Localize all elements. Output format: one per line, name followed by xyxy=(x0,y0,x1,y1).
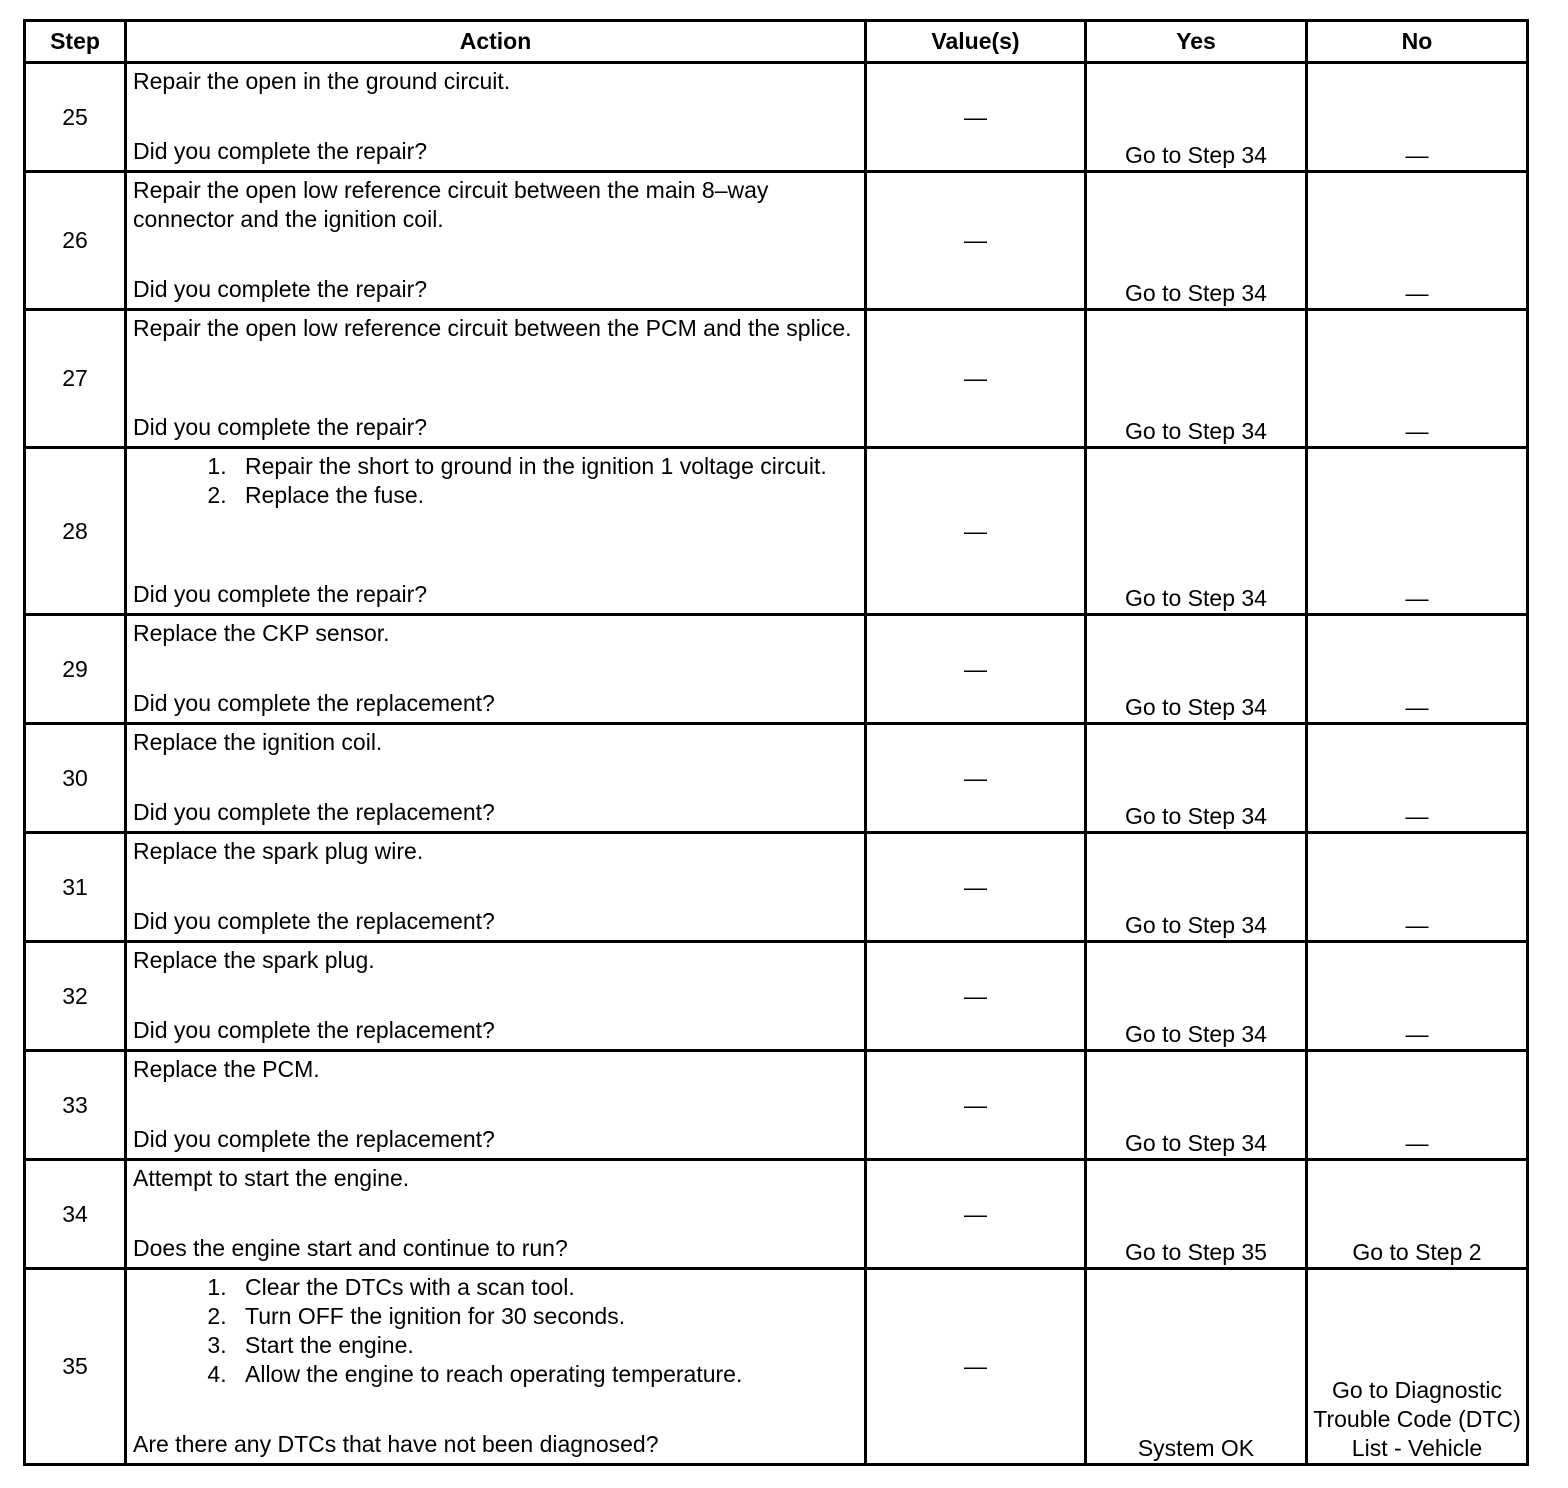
table-row xyxy=(25,615,1528,724)
yes-cell: Go to Step 34 xyxy=(1086,833,1307,942)
action-step-item: 1. Repair the short to ground in the ignition 1 voltage circuit. xyxy=(233,452,858,481)
step-number: 26 xyxy=(25,172,126,310)
step-number: 28 xyxy=(25,448,126,615)
yes-cell: Go to Step 34 xyxy=(1086,172,1307,310)
yes-cell: Go to Step 34 xyxy=(1086,310,1307,448)
yes-cell: Go to Step 34 xyxy=(1086,1051,1307,1160)
no-cell: — xyxy=(1307,724,1528,833)
no-cell: Go to Diagnostic Trouble Code (DTC) List - Vehicle xyxy=(1307,1269,1528,1465)
action-cell xyxy=(126,172,866,310)
no-cell: — xyxy=(1307,448,1528,615)
no-cell: — xyxy=(1307,942,1528,1051)
action-instructions xyxy=(133,1273,858,1389)
yes-cell: Go to Step 34 xyxy=(1086,63,1307,172)
value-cell: — xyxy=(866,448,1086,615)
no-cell: — xyxy=(1307,172,1528,310)
action-cell xyxy=(126,1051,866,1160)
action-instructions xyxy=(133,1164,858,1193)
header-action: Action xyxy=(126,21,866,63)
action-steps-list xyxy=(133,1273,858,1389)
yes-cell: System OK xyxy=(1086,1269,1307,1465)
table-row xyxy=(25,1160,1528,1269)
action-cell xyxy=(126,1160,866,1269)
action-question: Did you complete the repair? xyxy=(133,276,428,302)
yes-cell: Go to Step 35 xyxy=(1086,1160,1307,1269)
table-row xyxy=(25,1269,1528,1465)
table-row xyxy=(25,1051,1528,1160)
action-text: Repair the open low reference circuit between the main 8–way connector and the ignition coil. xyxy=(133,177,769,232)
action-text: Replace the PCM. xyxy=(133,1056,320,1082)
table-row xyxy=(25,448,1528,615)
table-row xyxy=(25,310,1528,448)
step-number: 29 xyxy=(25,615,126,724)
action-question: Did you complete the replacement? xyxy=(133,908,495,934)
action-instructions xyxy=(133,619,858,648)
step-number: 32 xyxy=(25,942,126,1051)
value-cell: — xyxy=(866,172,1086,310)
header-yes: Yes xyxy=(1086,21,1307,63)
action-text: Repair the open low reference circuit between the PCM and the splice. xyxy=(133,315,852,341)
action-text: Replace the spark plug. xyxy=(133,947,375,973)
action-text: Replace the CKP sensor. xyxy=(133,620,390,646)
action-instructions xyxy=(133,67,858,96)
action-step-item: 1. Clear the DTCs with a scan tool. xyxy=(233,1273,858,1302)
yes-cell: Go to Step 34 xyxy=(1086,448,1307,615)
action-question: Did you complete the repair? xyxy=(133,581,428,607)
action-step-item: 2. Turn OFF the ignition for 30 seconds. xyxy=(233,1302,858,1331)
action-step-item: 3. Start the engine. xyxy=(233,1331,858,1360)
action-text: Attempt to start the engine. xyxy=(133,1165,410,1191)
value-cell: — xyxy=(866,724,1086,833)
step-number: 31 xyxy=(25,833,126,942)
action-instructions xyxy=(133,728,858,757)
action-instructions xyxy=(133,452,858,510)
step-number: 30 xyxy=(25,724,126,833)
action-cell xyxy=(126,310,866,448)
diagnostic-table xyxy=(23,19,1529,1466)
action-cell xyxy=(126,63,866,172)
yes-cell: Go to Step 34 xyxy=(1086,615,1307,724)
action-text: Replace the spark plug wire. xyxy=(133,838,424,864)
no-cell: — xyxy=(1307,63,1528,172)
action-cell xyxy=(126,448,866,615)
yes-cell: Go to Step 34 xyxy=(1086,942,1307,1051)
value-cell: — xyxy=(866,1051,1086,1160)
action-instructions xyxy=(133,1055,858,1084)
action-cell xyxy=(126,833,866,942)
action-question: Did you complete the replacement? xyxy=(133,799,495,825)
no-cell: — xyxy=(1307,833,1528,942)
value-cell: — xyxy=(866,833,1086,942)
value-cell: — xyxy=(866,63,1086,172)
table-row xyxy=(25,942,1528,1051)
action-question: Does the engine start and continue to run? xyxy=(133,1235,568,1261)
step-number: 33 xyxy=(25,1051,126,1160)
value-cell: — xyxy=(866,310,1086,448)
header-row xyxy=(25,21,1528,63)
action-cell xyxy=(126,942,866,1051)
action-text: Repair the open in the ground circuit. xyxy=(133,68,511,94)
value-cell: — xyxy=(866,615,1086,724)
action-question: Did you complete the repair? xyxy=(133,414,428,440)
action-instructions xyxy=(133,946,858,975)
action-question: Did you complete the replacement? xyxy=(133,690,495,716)
action-instructions xyxy=(133,314,858,343)
action-step-item: 2. Replace the fuse. xyxy=(233,481,858,510)
no-cell: — xyxy=(1307,1051,1528,1160)
action-question: Did you complete the replacement? xyxy=(133,1126,495,1152)
action-cell xyxy=(126,615,866,724)
action-text: Replace the ignition coil. xyxy=(133,729,383,755)
action-cell xyxy=(126,1269,866,1465)
table-row xyxy=(25,172,1528,310)
action-question: Did you complete the replacement? xyxy=(133,1017,495,1043)
table-row xyxy=(25,833,1528,942)
header-values: Value(s) xyxy=(866,21,1086,63)
table-row xyxy=(25,63,1528,172)
yes-cell: Go to Step 34 xyxy=(1086,724,1307,833)
action-instructions xyxy=(133,176,858,234)
action-step-item: 4. Allow the engine to reach operating temperature. xyxy=(233,1360,858,1389)
value-cell: — xyxy=(866,1160,1086,1269)
action-steps-list xyxy=(133,452,858,510)
action-question: Are there any DTCs that have not been diagnosed? xyxy=(133,1431,659,1457)
no-cell: Go to Step 2 xyxy=(1307,1160,1528,1269)
no-cell: — xyxy=(1307,615,1528,724)
header-step: Step xyxy=(25,21,126,63)
value-cell: — xyxy=(866,942,1086,1051)
step-number: 27 xyxy=(25,310,126,448)
header-no: No xyxy=(1307,21,1528,63)
action-instructions xyxy=(133,837,858,866)
action-question: Did you complete the repair? xyxy=(133,138,428,164)
step-number: 35 xyxy=(25,1269,126,1465)
no-cell: — xyxy=(1307,310,1528,448)
step-number: 25 xyxy=(25,63,126,172)
step-number: 34 xyxy=(25,1160,126,1269)
action-cell xyxy=(126,724,866,833)
value-cell: — xyxy=(866,1269,1086,1465)
table-row xyxy=(25,724,1528,833)
